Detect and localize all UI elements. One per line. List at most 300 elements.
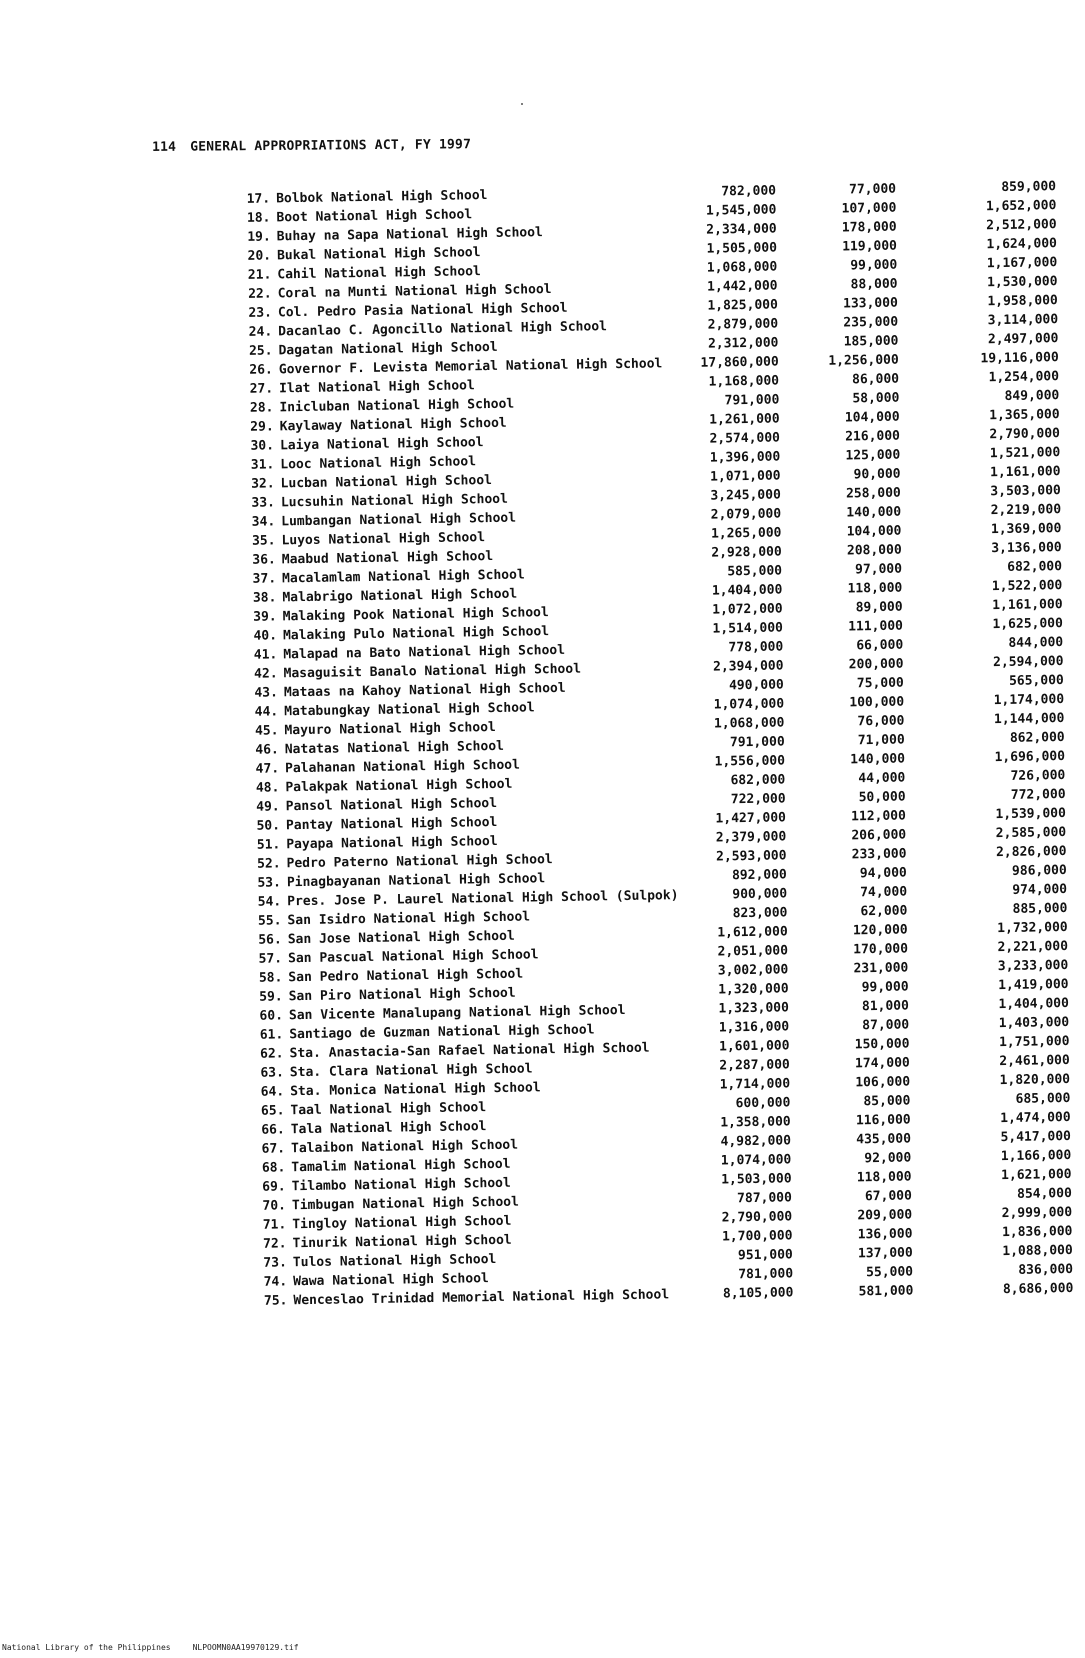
row-number: 60. — [259, 1008, 284, 1024]
amount-total: 2,461,000 — [999, 1053, 1070, 1070]
amount-total: 1,530,000 — [986, 274, 1058, 291]
amount-total: 1,625,000 — [992, 616, 1064, 633]
school-name: Malaking Pulo National High School — [282, 624, 550, 644]
school-name: Sta. Clara National High School — [289, 1061, 533, 1081]
amount-col-1: 892,000 — [731, 867, 787, 884]
amount-col-2: 581,000 — [858, 1283, 914, 1300]
amount-col-1: 778,000 — [728, 639, 784, 656]
school-name: Tamalim National High School — [291, 1156, 511, 1176]
amount-total: 1,522,000 — [991, 578, 1063, 595]
school-name: Maabud National High School — [281, 549, 494, 568]
school-name: Pinagbayanan National High School — [286, 871, 546, 891]
row-number: 18. — [246, 210, 271, 226]
amount-col-1: 2,593,000 — [715, 848, 787, 865]
amount-total: 1,403,000 — [998, 1015, 1070, 1032]
amount-total: 3,114,000 — [987, 312, 1059, 329]
row-number: 72. — [262, 1236, 287, 1252]
row-number: 35. — [251, 533, 276, 549]
amount-col-2: 44,000 — [858, 770, 906, 787]
amount-total: 1,958,000 — [987, 293, 1058, 310]
amount-total: 726,000 — [1010, 768, 1066, 784]
row-number: 31. — [250, 457, 275, 473]
library-credit: National Library of the Philippines — [2, 1643, 171, 1652]
school-name: Tinurik National High School — [292, 1232, 512, 1252]
school-name: Taal National High School — [290, 1100, 487, 1119]
amount-col-2: 90,000 — [853, 466, 901, 483]
amount-col-2: 104,000 — [846, 523, 902, 540]
amount-col-1: 600,000 — [735, 1095, 791, 1112]
amount-col-2: 97,000 — [854, 561, 903, 578]
amount-col-1: 1,612,000 — [717, 924, 788, 941]
row-number: 73. — [263, 1255, 287, 1271]
row-number: 69. — [262, 1179, 286, 1195]
amount-col-1: 1,505,000 — [706, 240, 778, 257]
amount-total: 2,826,000 — [995, 844, 1067, 861]
amount-col-2: 104,000 — [844, 409, 900, 426]
school-name: Luyos National High School — [281, 530, 486, 549]
row-number: 48. — [255, 780, 280, 796]
amount-col-2: 216,000 — [845, 428, 901, 445]
row-number: 24. — [248, 324, 273, 340]
amount-total: 849,000 — [1004, 388, 1060, 404]
row-number: 44. — [254, 704, 279, 720]
amount-col-2: 50,000 — [858, 789, 906, 806]
school-name: Mataas na Kahoy National High School — [283, 680, 566, 701]
school-name: Col. Pedro Pasia National High School — [277, 300, 568, 321]
school-name: Laiya National High School — [279, 435, 484, 454]
amount-col-2: 107,000 — [841, 200, 897, 217]
amount-col-1: 585,000 — [727, 563, 783, 580]
amount-col-1: 791,000 — [729, 734, 785, 751]
row-number: 71. — [262, 1217, 287, 1233]
amount-col-2: 58,000 — [852, 390, 900, 407]
school-name: Wawa National High School — [293, 1271, 489, 1290]
amount-total: 836,000 — [1018, 1261, 1074, 1278]
amount-total: 885,000 — [1012, 901, 1068, 917]
document-title: GENERAL APPROPRIATIONS ACT, FY 1997 — [190, 137, 472, 155]
amount-col-2: 81,000 — [861, 998, 910, 1015]
school-name: Tingloy National High School — [292, 1213, 512, 1233]
amount-col-1: 1,074,000 — [713, 696, 785, 713]
amount-col-2: 74,000 — [860, 884, 908, 901]
amount-col-1: 2,394,000 — [712, 658, 784, 675]
school-name: Mayuro National High School — [284, 719, 496, 739]
row-number: 68. — [261, 1160, 286, 1176]
row-number: 55. — [257, 913, 282, 929]
amount-col-1: 1,700,000 — [721, 1228, 793, 1245]
school-name: Pedro Paterno National High School — [286, 852, 553, 872]
amount-col-1: 722,000 — [730, 791, 786, 808]
row-number: 49. — [256, 799, 280, 815]
amount-col-1: 791,000 — [724, 392, 780, 409]
page-footer — [2, 1643, 321, 1652]
row-number: 56. — [258, 932, 282, 948]
row-number: 39. — [253, 609, 277, 625]
school-name: Sta. Anastacia-San Rafael National High School — [289, 1040, 650, 1062]
row-number: 52. — [256, 856, 281, 872]
amount-col-1: 951,000 — [737, 1247, 793, 1264]
row-number: 58. — [258, 970, 283, 986]
amount-col-1: 2,790,000 — [721, 1209, 793, 1226]
row-number: 28. — [249, 400, 274, 416]
row-number: 40. — [253, 628, 278, 644]
school-name: Macalamlam National High School — [281, 567, 525, 587]
amount-col-1: 2,879,000 — [707, 316, 779, 333]
amount-col-2: 86,000 — [851, 371, 900, 388]
school-name: Dacanlao C. Agoncillo National High School — [278, 319, 608, 340]
amount-total: 1,624,000 — [986, 236, 1058, 253]
amount-col-2: 99,000 — [861, 979, 909, 996]
amount-total: 2,219,000 — [990, 502, 1062, 519]
amount-col-2: 71,000 — [857, 732, 905, 749]
school-name: Kaylaway National High School — [279, 415, 507, 435]
school-name: Coral na Munti National High School — [277, 282, 552, 302]
row-number: 17. — [246, 191, 271, 207]
school-name: Boot National High School — [276, 207, 473, 226]
amount-col-1: 1,168,000 — [708, 373, 780, 390]
school-name: Lucsuhin National High School — [280, 491, 508, 511]
row-number: 19. — [247, 229, 271, 245]
amount-total: 1,621,000 — [1001, 1166, 1072, 1184]
amount-col-2: 150,000 — [854, 1036, 910, 1053]
amount-col-1: 1,714,000 — [719, 1076, 791, 1093]
amount-col-1: 2,928,000 — [711, 544, 782, 561]
amount-total: 3,136,000 — [991, 540, 1062, 557]
amount-total: 2,585,000 — [995, 825, 1067, 842]
amount-col-2: 55,000 — [865, 1264, 914, 1281]
amount-total: 1,751,000 — [998, 1034, 1070, 1051]
row-number: 45. — [254, 723, 279, 739]
row-number: 34. — [251, 514, 276, 530]
row-number: 74. — [263, 1274, 288, 1290]
amount-col-1: 1,068,000 — [713, 715, 785, 732]
amount-col-2: 435,000 — [856, 1131, 912, 1148]
row-number: 61. — [259, 1027, 284, 1043]
row-number: 42. — [254, 666, 278, 682]
school-name: Pantay National High School — [285, 814, 498, 834]
amount-col-1: 1,601,000 — [718, 1038, 790, 1055]
row-number: 75. — [263, 1293, 288, 1309]
row-number: 63. — [260, 1065, 284, 1081]
amount-col-2: 67,000 — [864, 1188, 913, 1205]
row-number: 21. — [247, 267, 272, 283]
amount-col-1: 1,074,000 — [720, 1152, 792, 1169]
amount-total: 1,365,000 — [989, 407, 1060, 424]
row-number: 53. — [257, 875, 282, 891]
amount-total: 565,000 — [1008, 673, 1064, 689]
amount-total: 1,419,000 — [998, 977, 1069, 994]
school-name: Cahil National High School — [277, 264, 481, 283]
amount-total: 1,161,000 — [992, 597, 1063, 614]
row-number: 62. — [259, 1046, 284, 1062]
appropriations-table — [236, 177, 1074, 1311]
amount-col-2: 100,000 — [849, 694, 905, 711]
row-number: 57. — [258, 951, 283, 967]
amount-col-1: 1,265,000 — [710, 525, 782, 542]
row-number: 64. — [260, 1084, 285, 1100]
amount-total: 682,000 — [1007, 559, 1063, 575]
amount-col-1: 1,316,000 — [718, 1019, 790, 1036]
row-number: 32. — [251, 476, 275, 492]
school-name: Tilambo National High School — [291, 1175, 511, 1195]
school-name: Governor F. Levista Memorial National High School — [278, 356, 663, 378]
school-name: Timbugan National High School — [291, 1194, 520, 1214]
row-number: 36. — [252, 552, 276, 568]
page-header — [152, 137, 471, 155]
amount-col-2: 76,000 — [857, 713, 905, 730]
amount-col-1: 1,068,000 — [706, 259, 778, 276]
row-number: 20. — [247, 248, 272, 264]
school-name: Palahanan National High School — [284, 757, 520, 777]
amount-col-1: 782,000 — [721, 183, 777, 200]
amount-col-2: 87,000 — [862, 1017, 910, 1034]
school-name: San Vicente Manalupang National High School — [288, 1002, 626, 1024]
amount-total: 2,512,000 — [986, 217, 1057, 234]
amount-col-1: 1,072,000 — [712, 601, 783, 618]
amount-col-2: 66,000 — [856, 637, 904, 654]
amount-col-2: 174,000 — [854, 1055, 910, 1072]
row-number: 50. — [256, 818, 281, 834]
amount-col-1: 1,358,000 — [720, 1114, 791, 1131]
amount-total: 1,161,000 — [989, 464, 1061, 481]
row-number: 30. — [250, 438, 275, 454]
amount-total: 1,369,000 — [990, 521, 1062, 538]
amount-col-2: 62,000 — [860, 903, 908, 920]
school-name: Bukal National High School — [276, 245, 481, 264]
amount-col-2: 112,000 — [851, 808, 907, 825]
amount-col-2: 170,000 — [853, 941, 909, 958]
school-name: Malapad na Bato National High School — [283, 642, 566, 663]
school-name: Natatas National High School — [284, 738, 505, 758]
amount-col-2: 231,000 — [853, 960, 909, 977]
amount-col-1: 8,105,000 — [722, 1285, 794, 1302]
amount-col-1: 1,503,000 — [721, 1171, 792, 1188]
school-name: Tulos National High School — [292, 1252, 497, 1271]
amount-col-2: 206,000 — [851, 827, 907, 844]
amount-col-1: 2,574,000 — [709, 430, 781, 447]
amount-col-2: 125,000 — [845, 447, 901, 464]
amount-col-1: 1,427,000 — [715, 810, 787, 827]
amount-total: 2,999,000 — [1001, 1204, 1073, 1222]
amount-total: 3,233,000 — [997, 958, 1069, 975]
row-number: 47. — [255, 761, 280, 777]
amount-col-2: 75,000 — [856, 675, 904, 692]
amount-col-2: 77,000 — [848, 181, 897, 198]
school-name: Masaguisit Banalo National High School — [283, 661, 582, 682]
amount-total: 1,474,000 — [1000, 1110, 1071, 1127]
amount-total: 19,116,000 — [980, 350, 1059, 367]
amount-col-2: 133,000 — [842, 295, 898, 312]
amount-col-1: 3,002,000 — [717, 962, 789, 979]
amount-col-2: 136,000 — [857, 1226, 913, 1243]
amount-total: 859,000 — [1001, 179, 1057, 195]
amount-col-1: 682,000 — [730, 772, 786, 789]
amount-col-2: 118,000 — [847, 580, 903, 597]
amount-total: 862,000 — [1009, 730, 1065, 746]
amount-total: 1,521,000 — [989, 445, 1061, 462]
amount-col-1: 1,261,000 — [709, 411, 780, 428]
school-name: Tala National High School — [290, 1119, 487, 1138]
amount-total: 685,000 — [1015, 1091, 1071, 1107]
amount-col-1: 2,287,000 — [719, 1057, 790, 1074]
school-name: San Isidro National High School — [287, 909, 531, 929]
amount-total: 1,836,000 — [1001, 1223, 1073, 1241]
amount-total: 2,790,000 — [989, 426, 1061, 443]
amount-col-1: 1,404,000 — [711, 582, 783, 599]
amount-col-1: 3,245,000 — [710, 487, 781, 504]
amount-col-2: 119,000 — [842, 238, 898, 255]
row-number: 38. — [252, 590, 277, 606]
amount-col-1: 787,000 — [736, 1190, 793, 1207]
row-number: 22. — [248, 286, 272, 302]
amount-col-2: 178,000 — [841, 219, 897, 236]
row-number: 70. — [262, 1198, 287, 1214]
amount-col-2: 208,000 — [846, 542, 902, 559]
school-name: Santiago de Guzman National High School — [289, 1022, 595, 1043]
school-name: Malaking Pook National High School — [282, 605, 549, 625]
amount-col-2: 94,000 — [859, 865, 907, 882]
amount-col-2: 1,256,000 — [828, 352, 899, 369]
amount-col-2: 258,000 — [845, 485, 901, 502]
amount-col-2: 89,000 — [855, 599, 903, 616]
school-name: Bolbok National High School — [276, 188, 488, 207]
amount-total: 1,696,000 — [994, 749, 1066, 766]
school-name: Lucban National High School — [280, 473, 493, 492]
amount-col-1: 2,312,000 — [707, 335, 779, 352]
amount-total: 5,417,000 — [1000, 1129, 1072, 1146]
amount-col-2: 137,000 — [857, 1245, 913, 1262]
amount-col-1: 1,320,000 — [718, 981, 789, 998]
amount-col-1: 900,000 — [732, 886, 788, 903]
row-number: 33. — [251, 495, 276, 511]
row-number: 59. — [259, 989, 283, 1005]
school-name: Buhay na Sapa National High School — [276, 225, 543, 245]
amount-col-1: 490,000 — [728, 677, 784, 694]
school-name: Inicluban National High School — [279, 396, 515, 416]
amount-total: 1,167,000 — [986, 255, 1058, 272]
school-name: Pres. Jose P. Laurel National High School (Sulpok) — [287, 888, 679, 910]
row-number: 65. — [260, 1103, 285, 1119]
amount-total: 1,404,000 — [998, 996, 1069, 1013]
page-number: 114 — [152, 139, 177, 155]
amount-col-2: 140,000 — [846, 504, 902, 521]
row-number: 23. — [248, 305, 273, 321]
amount-col-1: 823,000 — [732, 905, 788, 922]
row-number: 46. — [255, 742, 279, 758]
school-name: Lumbangan National High School — [281, 510, 517, 530]
amount-total: 2,594,000 — [992, 654, 1064, 671]
amount-col-1: 17,860,000 — [700, 354, 779, 371]
school-name: San Jose National High School — [287, 928, 515, 948]
amount-total: 8,686,000 — [1002, 1280, 1074, 1298]
school-name: San Pascual National High School — [287, 947, 539, 967]
school-name: Sta. Monica National High School — [290, 1080, 541, 1100]
amount-col-1: 1,071,000 — [709, 468, 781, 485]
amount-col-2: 88,000 — [850, 276, 898, 293]
row-number: 54. — [257, 894, 282, 910]
row-number: 66. — [261, 1122, 285, 1138]
amount-col-2: 116,000 — [855, 1112, 911, 1129]
school-name: Talaibon National High School — [290, 1137, 519, 1157]
school-name: San Pedro National High School — [288, 966, 524, 986]
amount-total: 2,497,000 — [987, 331, 1059, 348]
amount-total: 844,000 — [1008, 635, 1064, 651]
amount-col-1: 1,396,000 — [709, 449, 781, 466]
school-name: San Piro National High School — [288, 985, 516, 1005]
amount-total: 1,652,000 — [985, 198, 1057, 215]
school-name: Wenceslao Trinidad Memorial National High School — [293, 1287, 670, 1309]
amount-col-1: 4,982,000 — [720, 1133, 792, 1150]
row-number: 29. — [250, 419, 274, 435]
scan-speck — [521, 103, 523, 105]
amount-total: 1,088,000 — [1002, 1242, 1073, 1260]
amount-total: 1,820,000 — [999, 1072, 1071, 1089]
amount-col-2: 85,000 — [863, 1093, 911, 1110]
amount-col-2: 106,000 — [855, 1074, 911, 1091]
amount-col-1: 2,079,000 — [710, 506, 782, 523]
school-name: Payapa National High School — [286, 833, 498, 853]
amount-col-1: 1,545,000 — [705, 202, 777, 219]
file-id: NLPOOMN0AA19970129.tif — [192, 1643, 299, 1652]
amount-col-1: 1,514,000 — [712, 620, 784, 637]
amount-col-2: 235,000 — [843, 314, 899, 331]
school-name: Palakpak National High School — [285, 776, 513, 796]
row-number: 41. — [253, 647, 278, 663]
amount-col-2: 92,000 — [864, 1150, 912, 1167]
amount-total: 974,000 — [1012, 882, 1068, 898]
amount-col-2: 200,000 — [848, 656, 904, 673]
school-name: Malabrigo National High School — [282, 586, 518, 606]
school-name: Ilat National High School — [279, 378, 475, 397]
amount-col-2: 120,000 — [852, 922, 908, 939]
amount-col-1: 2,379,000 — [715, 829, 787, 846]
amount-col-1: 1,825,000 — [707, 297, 778, 314]
amount-total: 1,144,000 — [993, 711, 1065, 728]
row-number: 25. — [248, 343, 273, 359]
school-name: Looc National High School — [280, 454, 477, 473]
amount-col-1: 781,000 — [738, 1266, 794, 1283]
amount-total: 1,539,000 — [995, 806, 1067, 823]
amount-col-1: 2,334,000 — [706, 221, 777, 238]
row-number: 27. — [249, 381, 274, 397]
school-name: Pansol National High School — [285, 795, 498, 815]
row-number: 51. — [256, 837, 281, 853]
amount-total: 1,732,000 — [997, 920, 1068, 937]
amount-total: 2,221,000 — [997, 939, 1069, 956]
amount-col-1: 2,051,000 — [717, 943, 789, 960]
amount-total: 772,000 — [1010, 787, 1066, 803]
amount-total: 3,503,000 — [990, 483, 1061, 500]
row-number: 37. — [252, 571, 277, 587]
school-name: Matabungkay National High School — [284, 700, 535, 720]
row-number: 67. — [261, 1141, 286, 1157]
school-name: Dagatan National High School — [278, 339, 498, 359]
amount-total: 1,254,000 — [988, 369, 1060, 386]
amount-total: 1,166,000 — [1000, 1148, 1072, 1165]
amount-col-2: 99,000 — [850, 257, 898, 274]
amount-col-2: 140,000 — [850, 751, 906, 768]
amount-total: 986,000 — [1011, 863, 1067, 879]
amount-col-2: 233,000 — [851, 846, 907, 863]
amount-total: 1,174,000 — [993, 692, 1065, 709]
row-number: 43. — [254, 685, 279, 701]
amount-col-2: 185,000 — [843, 333, 899, 350]
amount-col-2: 118,000 — [856, 1169, 912, 1186]
amount-col-1: 1,442,000 — [707, 278, 778, 295]
amount-col-2: 209,000 — [857, 1207, 913, 1224]
row-number: 26. — [249, 362, 273, 378]
amount-total: 854,000 — [1016, 1185, 1072, 1202]
